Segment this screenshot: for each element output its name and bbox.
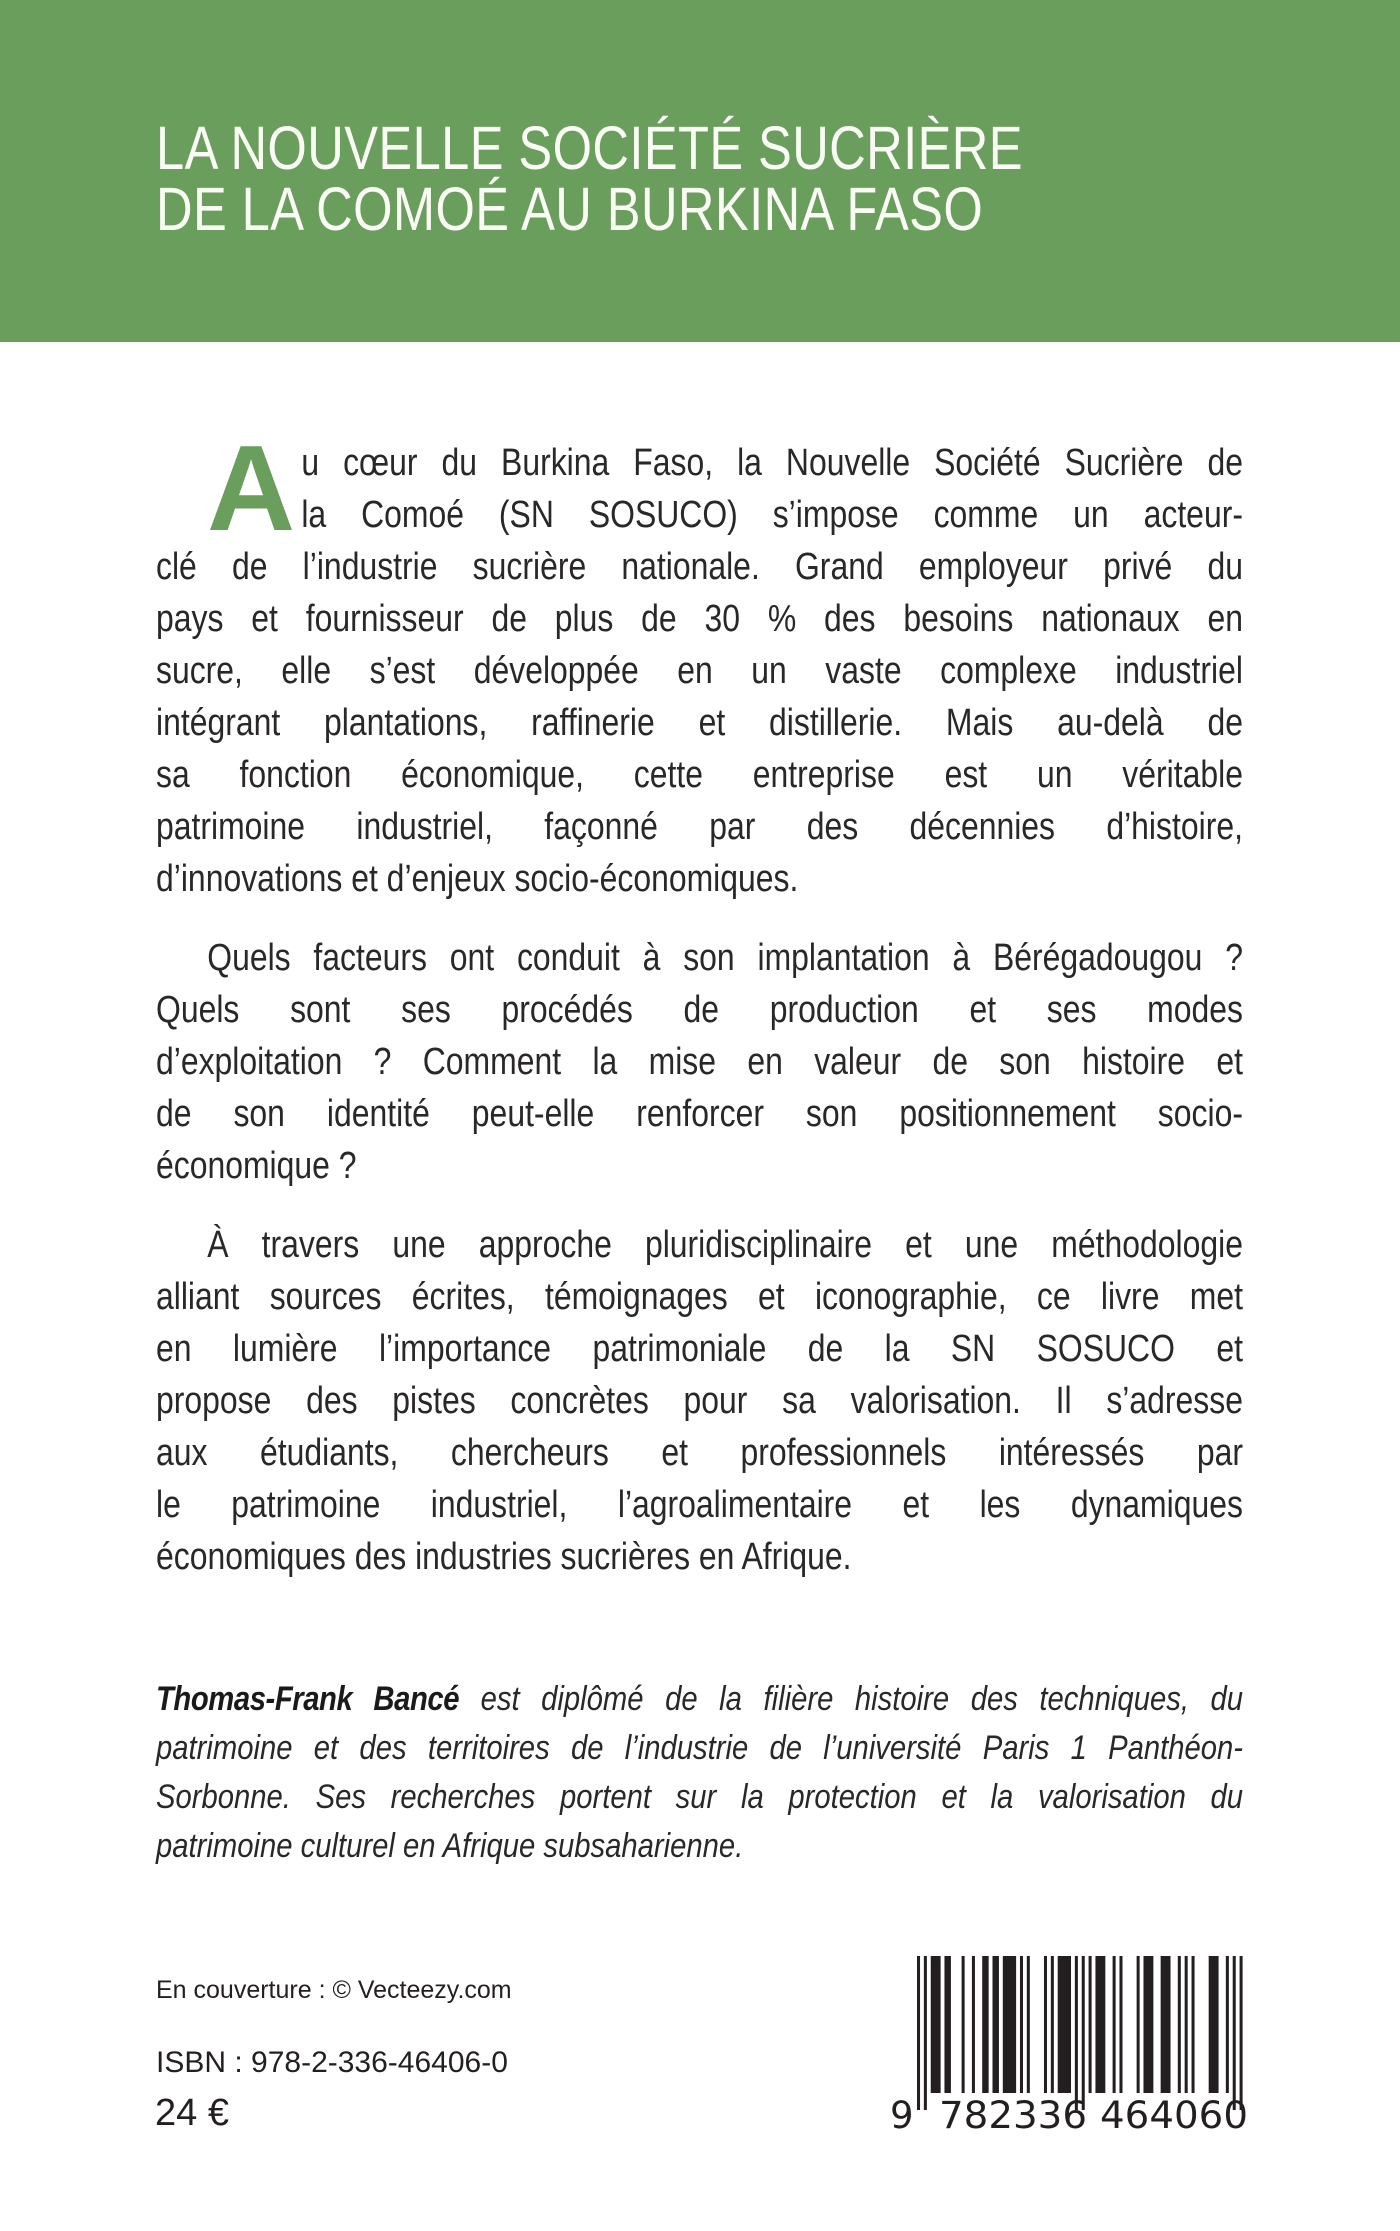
barcode-bar <box>1113 1956 1116 2093</box>
barcode-guard-bar <box>917 1956 920 2110</box>
text-line: de son identité peut-elle renforcer son positionnement socio- <box>156 1093 1243 1135</box>
text-line: la Comoé (SN SOSUCO) s’impose comme un acteur- <box>301 494 1243 536</box>
text-line: pays et fournisseur de plus de 30 % des besoins nationaux en <box>156 598 1243 640</box>
blurb-paragraph-1 <box>156 420 1243 905</box>
barcode-graphic <box>880 1950 1260 2140</box>
barcode-bar <box>1209 1956 1219 2093</box>
barcode-bar <box>1089 1956 1092 2093</box>
barcode-bar <box>982 1956 988 2093</box>
book-title-line-1: LA NOUVELLE SOCIÉTÉ SUCRIÈRE <box>156 114 1023 182</box>
blurb-paragraph-3 <box>156 1219 1243 1583</box>
bio-text: est diplômé de la filière histoire des techniques, du <box>459 1680 1244 1718</box>
text-line: patrimoine industriel, façonné par des décennies d’histoire, <box>156 806 1243 848</box>
barcode-left-digits: 782336 <box>939 2094 1087 2137</box>
text-line: Quels sont ses procédés de production et ses modes <box>156 989 1243 1031</box>
text-line: économique ? <box>156 1145 357 1187</box>
barcode-bar <box>1226 1956 1229 2093</box>
barcode-bar <box>944 1956 950 2093</box>
barcode-guard-bar <box>924 1956 927 2110</box>
barcode-bar <box>931 1956 941 2093</box>
blurb-text <box>156 420 1243 1583</box>
text-line: alliant sources écrites, témoignages et iconographie, ce livre met <box>156 1276 1243 1318</box>
bio-line <box>156 1675 1243 1724</box>
barcode-bar <box>1192 1956 1195 2093</box>
blurb-paragraph-2 <box>156 932 1243 1192</box>
text-line: intégrant plantations, raffinerie et distillerie. Mais au-delà de <box>156 702 1243 744</box>
isbn: ISBN : 978-2-336-46406-0 <box>156 2046 508 2079</box>
dropcap-letter: A <box>207 420 296 556</box>
barcode-bar <box>1143 1956 1153 2093</box>
barcode-bar <box>1051 1956 1054 2093</box>
text-line: économiques des industries sucrières en Afrique. <box>156 1536 852 1578</box>
book-title-line-2: DE LA COMOÉ AU BURKINA FASO <box>156 175 984 243</box>
price: 24 € <box>155 2092 229 2134</box>
barcode-bar <box>992 1956 998 2093</box>
barcode-bar <box>1137 1956 1140 2093</box>
barcode-bar <box>962 1956 965 2093</box>
barcode-bars <box>917 1956 1243 2110</box>
text-line: À travers une approche pluridisciplinaire et une méthodologie <box>207 1224 1243 1266</box>
barcode-bar <box>1095 1956 1105 2093</box>
barcode-bar <box>1119 1956 1122 2093</box>
bio-line: patrimoine et des territoires de l’industrie de l’université Paris 1 Panthéon- <box>156 1729 1244 1767</box>
text-line: clé de l’industrie sucrière nationale. Grand employeur privé du <box>156 546 1243 588</box>
barcode-bar <box>1178 1956 1181 2093</box>
bio-line: Sorbonne. Ses recherches portent sur la protection et la valorisation du <box>156 1778 1244 1816</box>
barcode-bar <box>1020 1956 1023 2093</box>
text-line: Quels facteurs ont conduit à son implantation à Bérégadougou ? <box>207 937 1243 979</box>
author-name: Thomas-Frank Bancé <box>156 1680 460 1718</box>
text-line: propose des pistes concrètes pour sa valorisation. Il s’adresse <box>156 1380 1243 1422</box>
barcode-bar <box>1185 1956 1188 2093</box>
text-line: aux étudiants, chercheurs et professionnels intéressés par <box>156 1432 1243 1474</box>
barcode-first-digit: 9 <box>890 2094 914 2137</box>
barcode-bar <box>1003 1956 1016 2093</box>
barcode-guard-bar <box>1233 1956 1236 2110</box>
cover-credit: En couverture : © Vecteezy.com <box>156 1976 512 2004</box>
barcode-bar <box>1058 1956 1071 2093</box>
barcode-right-digits: 464060 <box>1100 2094 1248 2137</box>
barcode-guard-bar <box>1082 1956 1085 2110</box>
author-bio <box>156 1675 1243 1871</box>
text-line: en lumière l’importance patrimoniale de la SN SOSUCO et <box>156 1328 1243 1370</box>
barcode-bar <box>1027 1956 1030 2093</box>
text-line: d’exploitation ? Comment la mise en valeur de son histoire et <box>156 1041 1243 1083</box>
barcode-guard-bar <box>1075 1956 1078 2110</box>
book-title <box>156 114 1023 243</box>
text-line: d’innovations et d’enjeux socio-économiques. <box>156 858 799 900</box>
header-band <box>0 0 1400 342</box>
barcode-bar <box>1044 1956 1047 2093</box>
barcode-bar <box>1161 1956 1171 2093</box>
barcode-bar <box>972 1956 975 2093</box>
text-line: le patrimoine industriel, l’agroalimentaire et les dynamiques <box>156 1484 1243 1526</box>
text-line: u cœur du Burkina Faso, la Nouvelle Société Sucrière de <box>301 442 1243 484</box>
bio-line: patrimoine culturel en Afrique subsaharienne. <box>156 1827 744 1865</box>
text-line: sa fonction économique, cette entreprise est un véritable <box>156 754 1243 796</box>
text-line: sucre, elle s’est développée en un vaste complexe industriel <box>156 650 1243 692</box>
barcode <box>880 1950 1260 2140</box>
barcode-guard-bar <box>1240 1956 1243 2110</box>
